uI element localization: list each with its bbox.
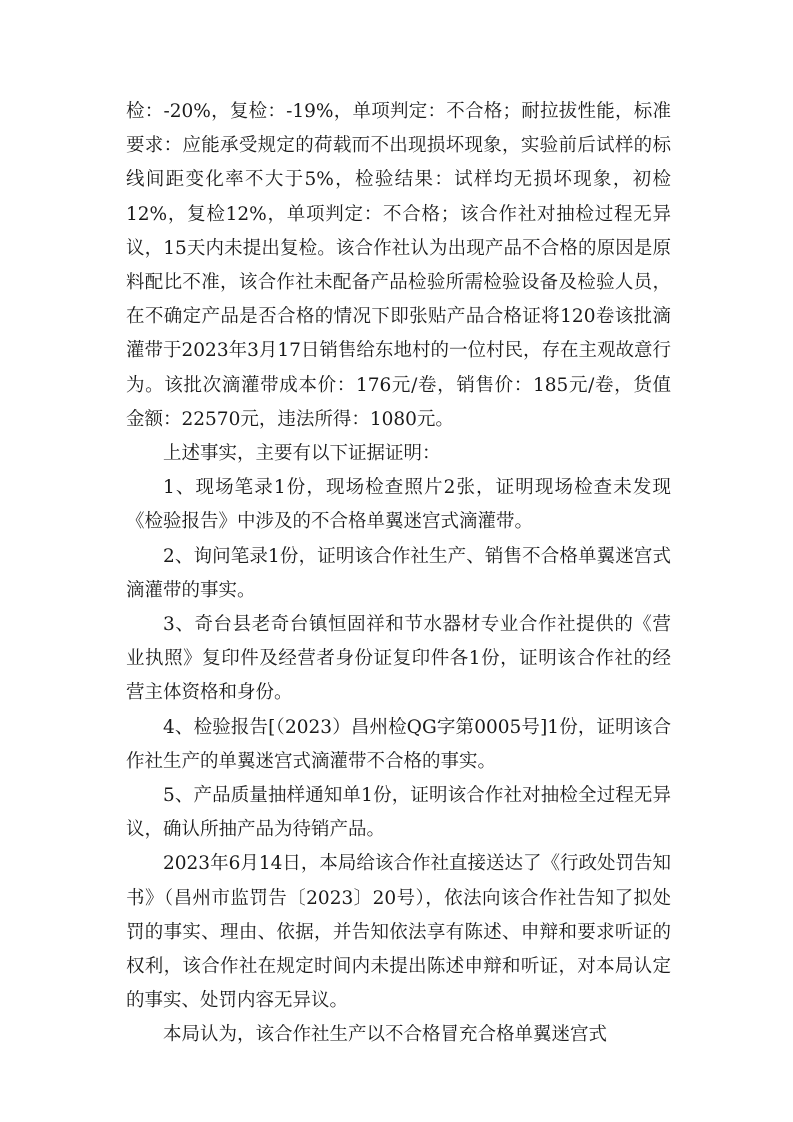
paragraph-evidence-1: 1、现场笔录1份，现场检查照片2张，证明现场检查未发现《检验报告》中涉及的不合格单翼迷宫式滴灌带。 [126, 477, 671, 533]
paragraph-continued: 检：-20%，复检：-19%，单项判定：不合格；耐拉拔性能，标准要求：应能承受规定的荷载而不出现损坏现象，实验前后试样的标线间距变化率不大于5%，检验结果：试样均无损坏现象，初检12%，复检12%，单项判定：不合格；该合作社对抽检过程无异议，15天内未提出复检。该合作社认为出现产品不合格的原因是原料配比不准，该合作社未配备产品检验所需检验设备及检验人员，在不确定产品是否合格的情况下即张贴产品合格证将120卷该批滴灌带于2023年3月17日销售给东地村的一位村民，存在主观故意行为。该批次滴灌带成本价：176元/卷，销售价：185元/卷，货值金额：22570元，违法所得：1080元。 [126, 101, 671, 430]
paragraph-evidence-5: 5、产品质量抽样通知单1份，证明该合作社对抽检全过程无异议，确认所抽产品为待销产品。 [126, 785, 671, 841]
document-body [126, 95, 671, 1053]
paragraph-evidence-3: 3、奇台县老奇台镇恒固祥和节水器材专业合作社提供的《营业执照》复印件及经营者身份证复印件各1份，证明该合作社的经营主体资格和身份。 [126, 614, 671, 704]
paragraph-notice: 2023年6月14日，本局给该合作社直接送达了《行政处罚告知书》（昌州市监罚告〔2023〕20号），依法向该合作社告知了拟处罚的事实、理由、依据，并告知依法享有陈述、申辩和要求听证的权利，该合作社在规定时间内未提出陈述申辩和听证，对本局认定的事实、处罚内容无异议。 [126, 853, 671, 1012]
paragraph-evidence-4: 4、检验报告[（2023）昌州检QG字第0005号]1份，证明该合作社生产的单翼迷宫式滴灌带不合格的事实。 [126, 716, 671, 772]
paragraph-conclusion: 本局认为，该合作社生产以不合格冒充合格单翼迷宫式 [163, 1024, 608, 1046]
paragraph-evidence-2: 2、询问笔录1份，证明该合作社生产、销售不合格单翼迷宫式滴灌带的事实。 [126, 545, 671, 601]
paragraph-evidence-intro: 上述事实，主要有以下证据证明： [163, 443, 441, 465]
